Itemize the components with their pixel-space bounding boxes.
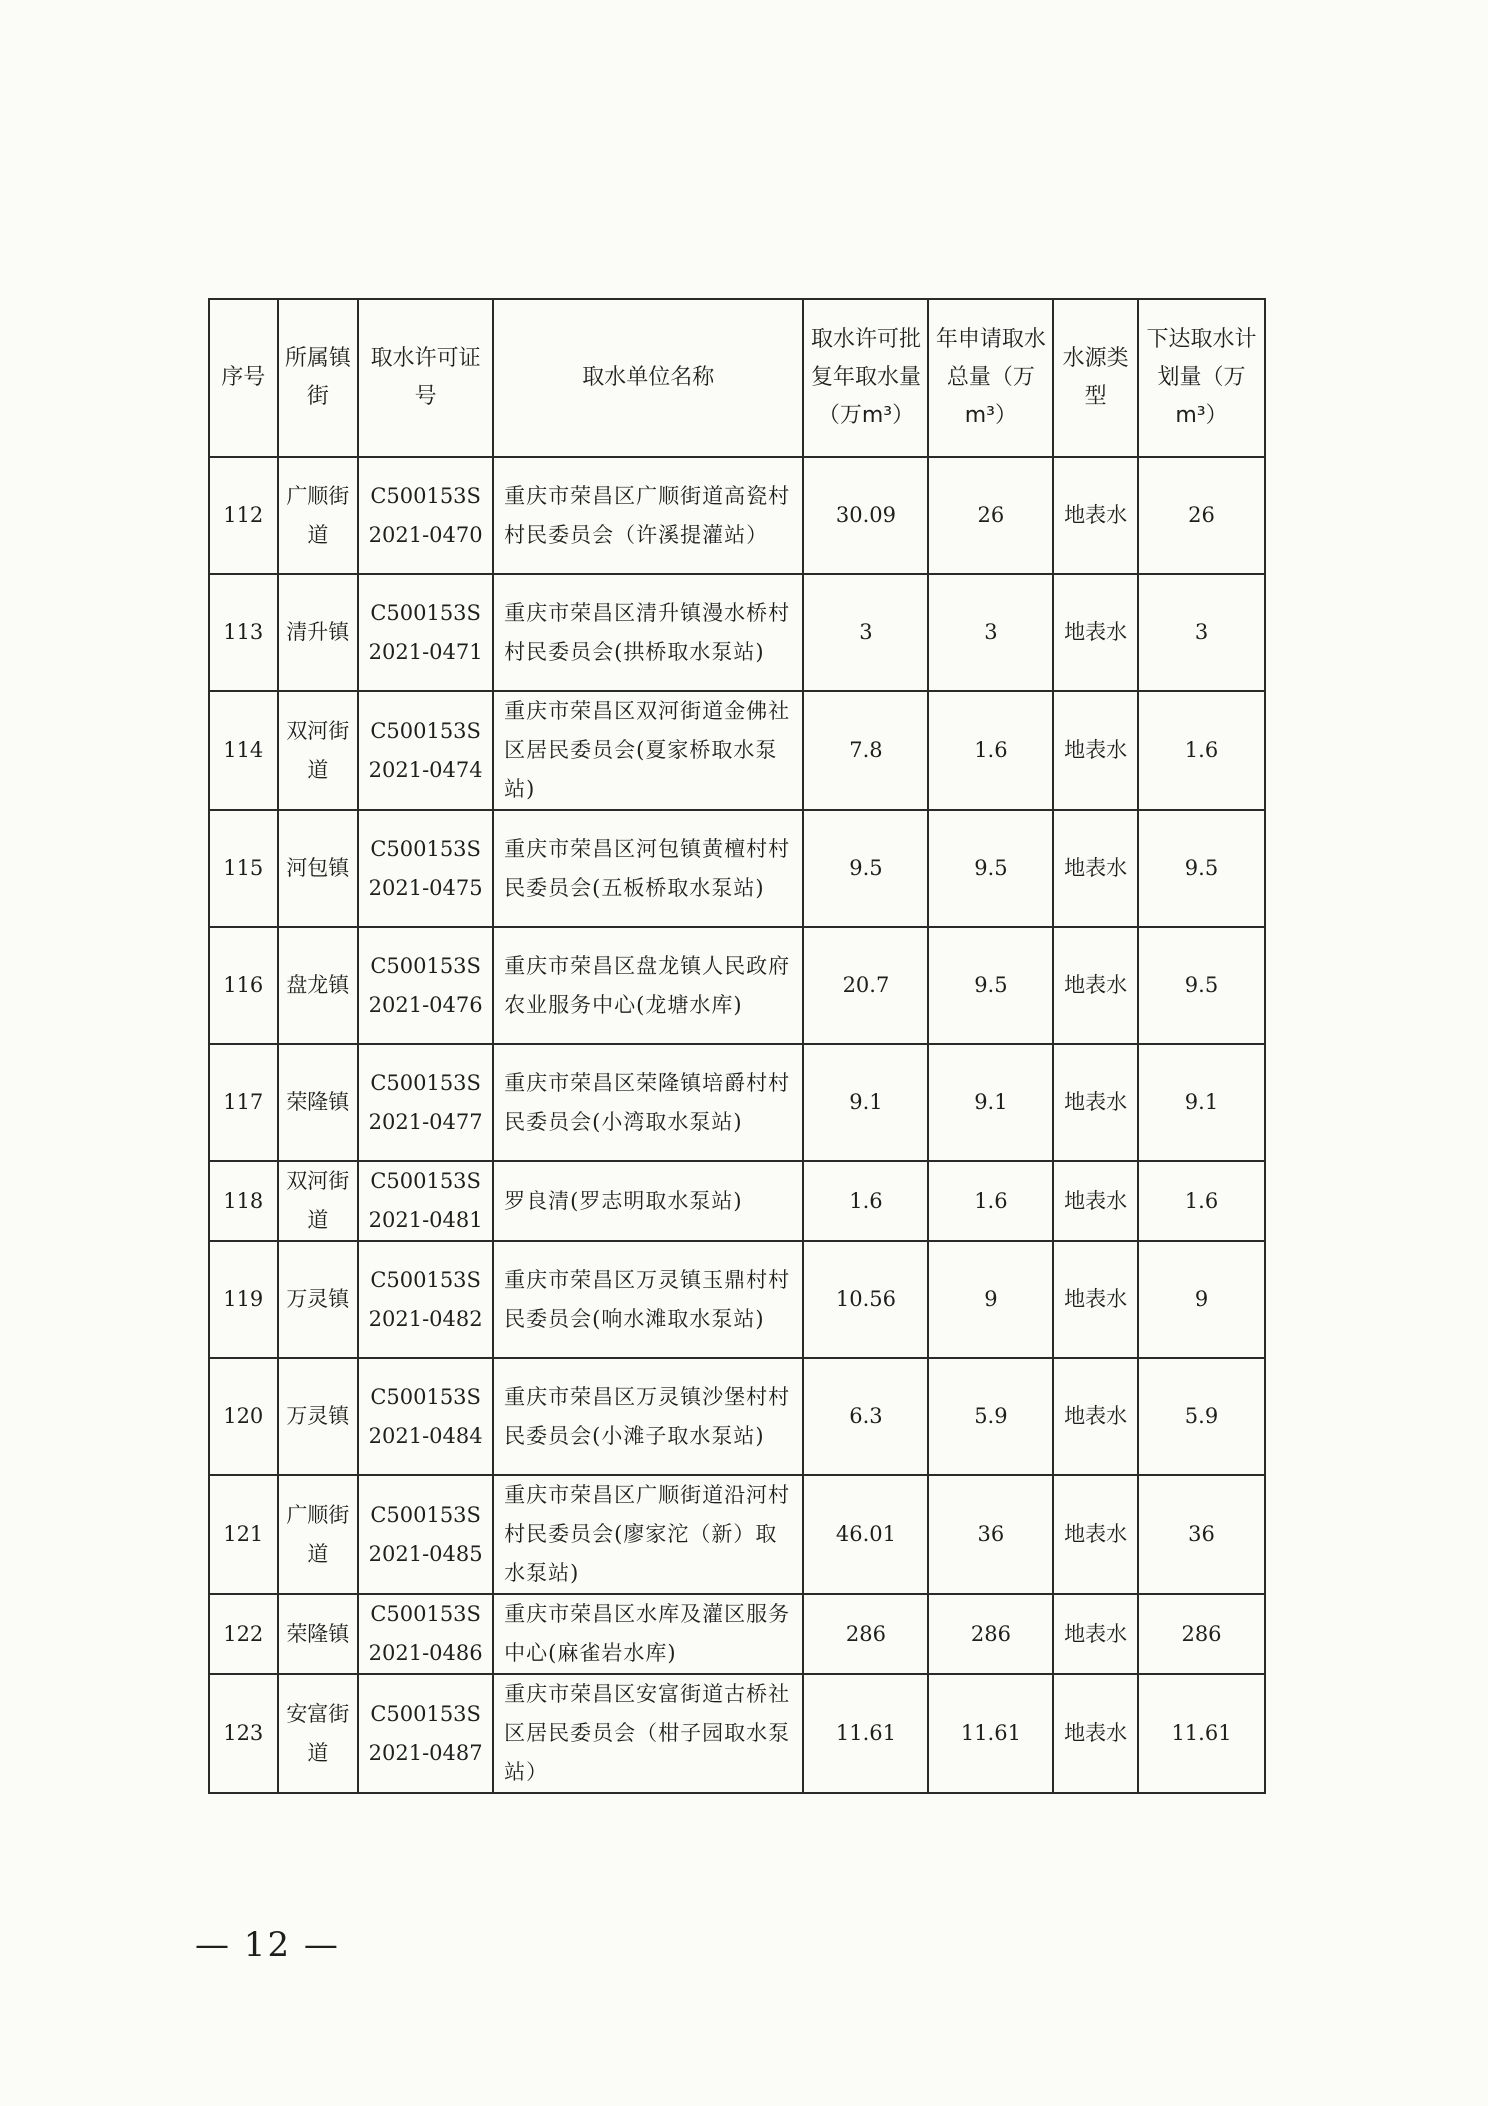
cell-unit: 重庆市荣昌区广顺街道沿河村村民委员会(廖家沱（新）取水泵站)	[493, 1475, 803, 1594]
cell-requested: 26	[928, 457, 1053, 574]
cell-source-type: 地表水	[1053, 1475, 1138, 1594]
cell-source-type: 地表水	[1053, 1241, 1138, 1358]
cell-requested: 9.1	[928, 1044, 1053, 1161]
cell-plan: 1.6	[1138, 691, 1265, 810]
cell-permit: C500153S 2021-0484	[358, 1358, 493, 1475]
cell-seq: 123	[209, 1674, 278, 1793]
cell-unit: 罗良清(罗志明取水泵站)	[493, 1161, 803, 1241]
cell-seq: 118	[209, 1161, 278, 1241]
cell-source-type: 地表水	[1053, 574, 1138, 691]
cell-plan: 3	[1138, 574, 1265, 691]
cell-town: 荣隆镇	[278, 1594, 359, 1674]
cell-town: 广顺街道	[278, 1475, 359, 1594]
cell-requested: 1.6	[928, 1161, 1053, 1241]
cell-permit: C500153S 2021-0485	[358, 1475, 493, 1594]
table-row	[209, 1358, 1265, 1475]
cell-approved: 6.3	[803, 1358, 928, 1475]
cell-plan: 1.6	[1138, 1161, 1265, 1241]
cell-plan: 286	[1138, 1594, 1265, 1674]
cell-approved: 1.6	[803, 1161, 928, 1241]
cell-seq: 115	[209, 810, 278, 927]
cell-seq: 112	[209, 457, 278, 574]
cell-source-type: 地表水	[1053, 457, 1138, 574]
cell-plan: 9	[1138, 1241, 1265, 1358]
cell-unit: 重庆市荣昌区双河街道金佛社区居民委员会(夏家桥取水泵站)	[493, 691, 803, 810]
cell-approved: 20.7	[803, 927, 928, 1044]
cell-approved: 3	[803, 574, 928, 691]
cell-requested: 5.9	[928, 1358, 1053, 1475]
cell-town: 双河街道	[278, 1161, 359, 1241]
cell-seq: 113	[209, 574, 278, 691]
cell-plan: 26	[1138, 457, 1265, 574]
cell-source-type: 地表水	[1053, 1161, 1138, 1241]
cell-plan: 5.9	[1138, 1358, 1265, 1475]
cell-source-type: 地表水	[1053, 1044, 1138, 1161]
cell-town: 双河街道	[278, 691, 359, 810]
header-town: 所属镇街	[278, 299, 359, 457]
cell-seq: 117	[209, 1044, 278, 1161]
page-number: — 12 —	[195, 1925, 340, 1965]
cell-unit: 重庆市荣昌区盘龙镇人民政府农业服务中心(龙塘水库)	[493, 927, 803, 1044]
cell-permit: C500153S 2021-0481	[358, 1161, 493, 1241]
cell-unit: 重庆市荣昌区清升镇漫水桥村村民委员会(拱桥取水泵站)	[493, 574, 803, 691]
cell-seq: 122	[209, 1594, 278, 1674]
cell-town: 荣隆镇	[278, 1044, 359, 1161]
header-permit: 取水许可证号	[358, 299, 493, 457]
cell-requested: 3	[928, 574, 1053, 691]
cell-approved: 10.56	[803, 1241, 928, 1358]
header-plan: 下达取水计划量（万m³）	[1138, 299, 1265, 457]
table-row	[209, 927, 1265, 1044]
cell-permit: C500153S 2021-0476	[358, 927, 493, 1044]
cell-unit: 重庆市荣昌区安富街道古桥社区居民委员会（柑子园取水泵站）	[493, 1674, 803, 1793]
table-row	[209, 691, 1265, 810]
table-row	[209, 1044, 1265, 1161]
cell-source-type: 地表水	[1053, 1358, 1138, 1475]
cell-source-type: 地表水	[1053, 1594, 1138, 1674]
cell-requested: 1.6	[928, 691, 1053, 810]
cell-approved: 7.8	[803, 691, 928, 810]
cell-unit: 重庆市荣昌区河包镇黄檀村村民委员会(五板桥取水泵站)	[493, 810, 803, 927]
cell-unit: 重庆市荣昌区荣隆镇培爵村村民委员会(小湾取水泵站)	[493, 1044, 803, 1161]
cell-town: 河包镇	[278, 810, 359, 927]
header-requested: 年申请取水总量（万m³）	[928, 299, 1053, 457]
cell-approved: 11.61	[803, 1674, 928, 1793]
table-row	[209, 810, 1265, 927]
header-row	[209, 299, 1265, 457]
cell-unit: 重庆市荣昌区万灵镇沙堡村村民委员会(小滩子取水泵站)	[493, 1358, 803, 1475]
cell-plan: 11.61	[1138, 1674, 1265, 1793]
table-row	[209, 1241, 1265, 1358]
cell-town: 安富街道	[278, 1674, 359, 1793]
cell-requested: 36	[928, 1475, 1053, 1594]
cell-requested: 11.61	[928, 1674, 1053, 1793]
cell-approved: 46.01	[803, 1475, 928, 1594]
cell-permit: C500153S 2021-0486	[358, 1594, 493, 1674]
cell-seq: 120	[209, 1358, 278, 1475]
header-approved: 取水许可批复年取水量（万m³）	[803, 299, 928, 457]
cell-unit: 重庆市荣昌区广顺街道高瓷村村民委员会（许溪提灌站）	[493, 457, 803, 574]
cell-plan: 36	[1138, 1475, 1265, 1594]
cell-requested: 9	[928, 1241, 1053, 1358]
cell-permit: C500153S 2021-0475	[358, 810, 493, 927]
cell-seq: 116	[209, 927, 278, 1044]
cell-approved: 9.5	[803, 810, 928, 927]
cell-permit: C500153S 2021-0482	[358, 1241, 493, 1358]
cell-plan: 9.5	[1138, 927, 1265, 1044]
cell-approved: 286	[803, 1594, 928, 1674]
header-unit: 取水单位名称	[493, 299, 803, 457]
cell-town: 盘龙镇	[278, 927, 359, 1044]
table-row	[209, 1161, 1265, 1241]
cell-town: 万灵镇	[278, 1241, 359, 1358]
cell-permit: C500153S 2021-0471	[358, 574, 493, 691]
cell-requested: 9.5	[928, 927, 1053, 1044]
cell-approved: 30.09	[803, 457, 928, 574]
cell-source-type: 地表水	[1053, 1674, 1138, 1793]
table-row	[209, 574, 1265, 691]
cell-unit: 重庆市荣昌区水库及灌区服务中心(麻雀岩水库)	[493, 1594, 803, 1674]
cell-permit: C500153S 2021-0477	[358, 1044, 493, 1161]
cell-source-type: 地表水	[1053, 691, 1138, 810]
water-permit-table	[208, 298, 1266, 1794]
cell-source-type: 地表水	[1053, 927, 1138, 1044]
table-row	[209, 1594, 1265, 1674]
cell-town: 清升镇	[278, 574, 359, 691]
cell-requested: 9.5	[928, 810, 1053, 927]
cell-plan: 9.1	[1138, 1044, 1265, 1161]
cell-unit: 重庆市荣昌区万灵镇玉鼎村村民委员会(响水滩取水泵站)	[493, 1241, 803, 1358]
cell-source-type: 地表水	[1053, 810, 1138, 927]
table-row	[209, 457, 1265, 574]
cell-permit: C500153S 2021-0487	[358, 1674, 493, 1793]
cell-permit: C500153S 2021-0474	[358, 691, 493, 810]
header-source-type: 水源类型	[1053, 299, 1138, 457]
cell-requested: 286	[928, 1594, 1053, 1674]
cell-seq: 114	[209, 691, 278, 810]
table-row	[209, 1475, 1265, 1594]
cell-approved: 9.1	[803, 1044, 928, 1161]
cell-town: 万灵镇	[278, 1358, 359, 1475]
cell-permit: C500153S 2021-0470	[358, 457, 493, 574]
table-row	[209, 1674, 1265, 1793]
cell-seq: 121	[209, 1475, 278, 1594]
cell-town: 广顺街道	[278, 457, 359, 574]
cell-seq: 119	[209, 1241, 278, 1358]
cell-plan: 9.5	[1138, 810, 1265, 927]
header-seq: 序号	[209, 299, 278, 457]
